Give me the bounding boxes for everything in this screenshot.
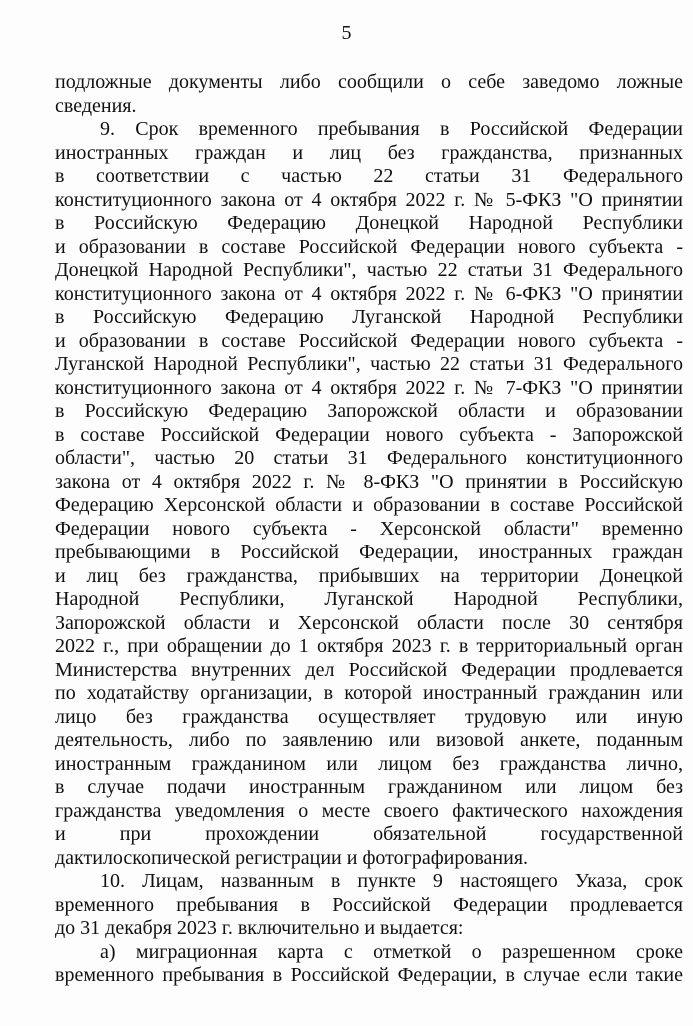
text-line: дактилоскопической регистрации и фотографирования. — [55, 846, 529, 869]
text-line: Луганской Народной Республики", частью 22 статьи 31 Федерального — [55, 353, 683, 375]
text-line: лицо без гражданства осуществляет трудовую или иную — [55, 705, 683, 728]
text-line: иностранным гражданином или лицом без гражданства лично, — [55, 752, 683, 775]
text-line: и образовании в составе Российской Федерации нового субъекта - — [55, 329, 683, 352]
text-line: временного пребывания в Российской Федерации продлевается — [55, 893, 683, 916]
text-line: Народной Республики, Луганской Народной Республики, — [55, 588, 683, 610]
document-body — [55, 71, 683, 988]
page-number: 5 — [341, 22, 352, 44]
text-line: конституционного закона от 4 октября 2022 г. № 7-ФКЗ "О принятии — [55, 376, 683, 399]
text-line: Федерации нового субъекта - Херсонской области" временно — [55, 517, 683, 540]
text-line: и образовании в составе Российской Федерации нового субъекта - — [55, 235, 683, 258]
text-line: по ходатайству организации, в которой иностранный гражданин или — [55, 682, 683, 704]
text-line: закона от 4 октября 2022 г. № 8-ФКЗ "О принятии в Российскую — [55, 470, 683, 493]
text-line: конституционного закона от 4 октября 2022 г. № 6-ФКЗ "О принятии — [55, 282, 683, 305]
text-line: Запорожской области и Херсонской области после 30 сентября — [55, 611, 683, 634]
text-line: 10. Лицам, названным в пункте 9 настоящего Указа, срок — [100, 870, 683, 892]
text-line: в Российскую Федерацию Запорожской области и образовании — [55, 400, 683, 422]
text-line: в Российскую Федерацию Луганской Народной Республики — [55, 306, 683, 328]
text-line: 9. Срок временного пребывания в Российской Федерации — [100, 118, 683, 140]
text-line: в случае подачи иностранным гражданином или лицом без — [55, 776, 683, 798]
text-line: и при прохождении обязательной государственной — [55, 823, 683, 845]
text-line: в Российскую Федерацию Донецкой Народной Республики — [55, 212, 683, 234]
text-line: и лиц без гражданства, прибывших на территории Донецкой — [55, 564, 683, 587]
text-line: области", частью 20 статьи 31 Федерального конституционного — [55, 447, 683, 469]
text-line: 2022 г., при обращении до 1 октября 2023 г. в территориальный орган — [55, 635, 683, 657]
text-line: в составе Российской Федерации нового субъекта - Запорожской — [55, 423, 683, 446]
text-line: иностранных граждан и лиц без гражданства, признанных — [55, 141, 683, 164]
text-line: конституционного закона от 4 октября 2022 г. № 5-ФКЗ "О принятии — [55, 188, 683, 211]
text-line: Федерацию Херсонской области и образовании в составе Российской — [55, 494, 683, 516]
text-line: гражданства уведомления о месте своего фактического нахождения — [55, 799, 683, 822]
text-line: подложные документы либо сообщили о себе заведомо ложные — [55, 71, 683, 93]
text-line: Министерства внутренних дел Российской Федерации продлевается — [55, 658, 683, 681]
text-line: сведения. — [55, 94, 137, 117]
text-line: в соответствии с частью 22 статьи 31 Федерального — [55, 165, 683, 187]
text-line: до 31 декабря 2023 г. включительно и выдается: — [55, 917, 464, 939]
text-line: деятельность, либо по заявлению или визовой анкете, поданным — [55, 729, 683, 751]
text-line: Донецкой Народной Республики", частью 22 статьи 31 Федерального — [55, 259, 683, 281]
text-line: а) миграционная карта с отметкой о разрешенном сроке — [100, 940, 683, 963]
text-line: временного пребывания в Российской Федерации, в случае если такие — [55, 964, 683, 986]
text-line: пребывающими в Российской Федерации, иностранных граждан — [55, 541, 683, 563]
